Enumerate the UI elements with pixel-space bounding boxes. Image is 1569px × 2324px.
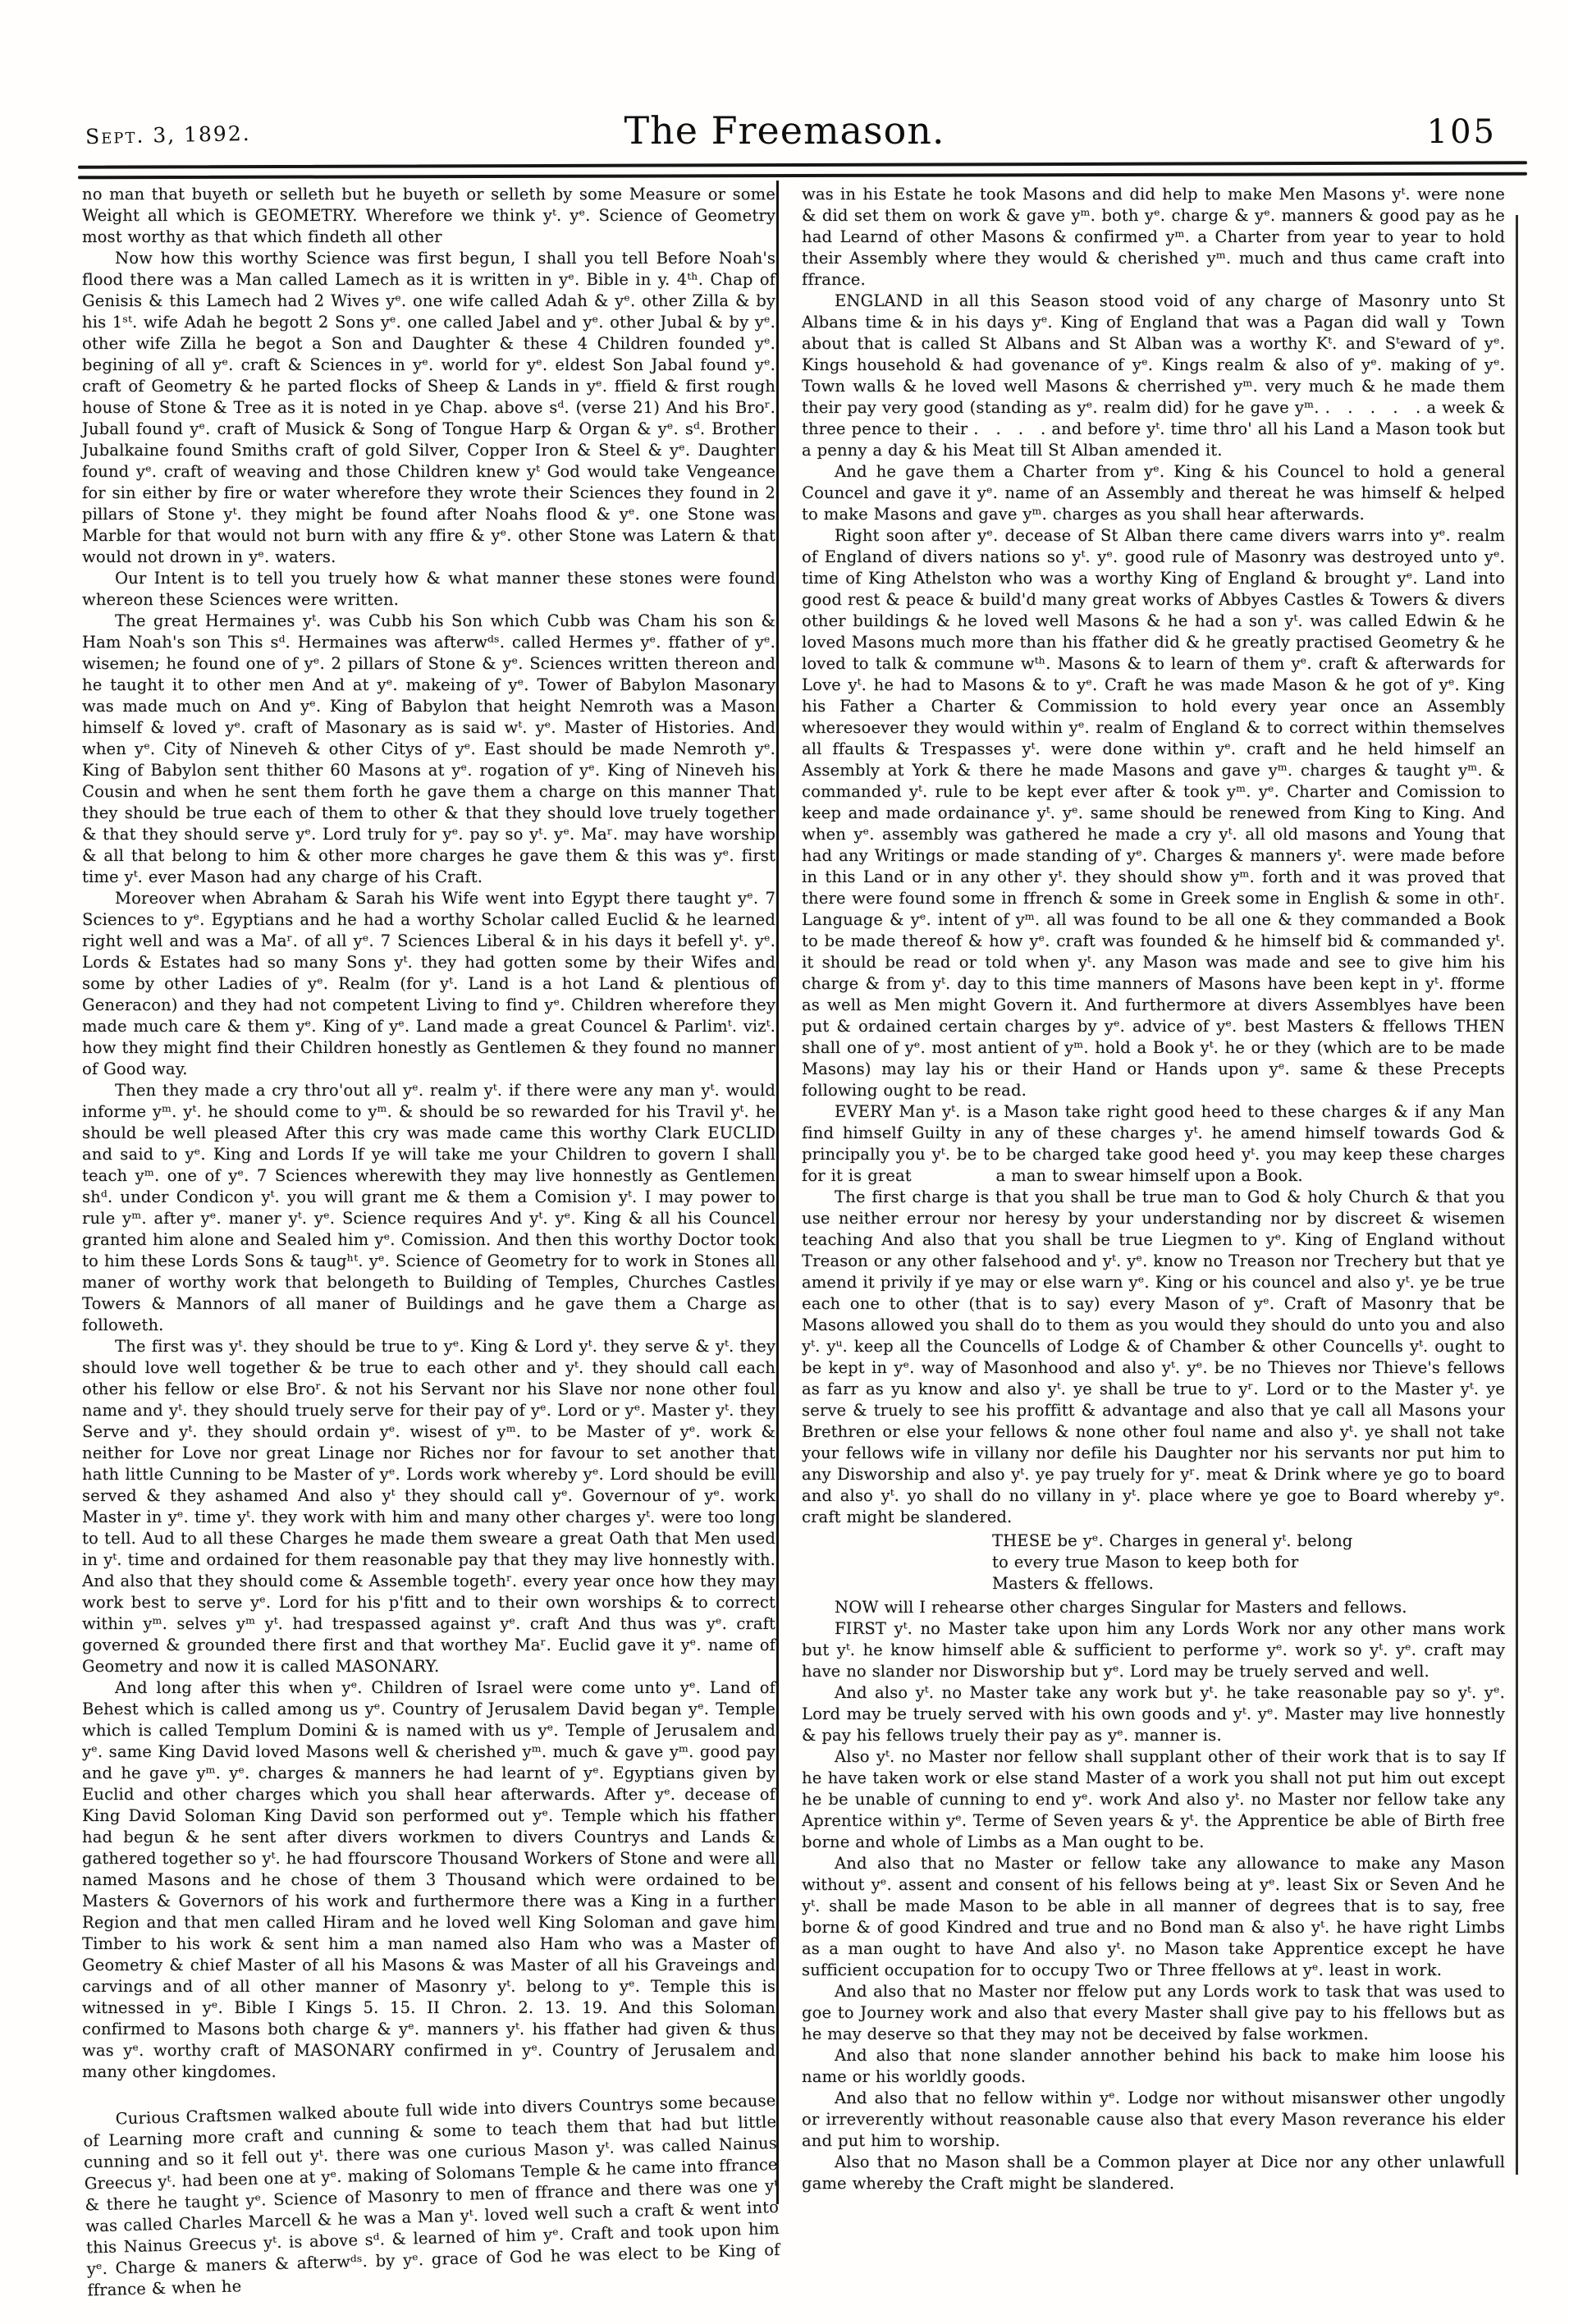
body-paragraph: Moreover when Abraham & Sarah his Wife went into Egypt there taught yᵉ. 7 Sciences to yᵉ. Egyptians and he had a worthy Scholar called Euclid & he learned right well and was a Maʳ. of all yᵉ. 7 Sciences Liberal & in his days it befell yᵗ. yᵉ. Lords & Estates had so many Sons yᵗ. they had gotten some by their Wifes and some by other Ladies of yᵉ. Realm (for yᵗ. Land is a hot Land & plentious of Generacon) and they had not competent Living to find yᵉ. Children wherefore they made much care & them yᵉ. King of yᵉ. Land made a great Councel & Parlimᵗ. vizᵗ. how they might find their Children honestly as Gentlemen & they found no manner of Good way. — [82, 889, 775, 1078]
body-paragraph: Then they made a cry thro'out all yᵉ. realm yᵗ. if there were any man yᵗ. would informe yᵐ. yᵗ. he should come to yᵐ. & should be so rewarded for his Travil yᵗ. he should be well pleased After this cry was made came this worthy Clark EUCLID and said to yᵉ. King and Lords If ye will take me your Children to govern I shall teach yᵐ. one of yᵉ. 7 Sciences wherewith they may live honnestly as Gentlemen shᵈ. under Condicon yᵗ. you will grant me & them a Comision yᵗ. I may power to rule yᵐ. after yᵉ. maner yᵗ. yᵉ. Science requires And yᵗ. yᵉ. King & all his Councel granted him alone and Sealed him yᵉ. Comission. And then this worthy Doctor took to him these Lords Sons & taugʰᵗ. yᵉ. Science of Geometry for to work in Stones all maner of worthy work that belongeth to Building of Temples, Churches Castles Towers & Mannors of all maner of Buildings and he gave them a Charge as followeth. — [82, 1081, 775, 1334]
body-paragraph: NOW will I rehearse other charges Singular for Masters and fellows. — [835, 1598, 1407, 1617]
body-paragraph: And also that no Master nor ffelow put any Lords work to task that was used to goe to Journey work and also that every Master shall give pay to his ffellows but as he may deserve so that they may not be deceived by false workmen. — [802, 1982, 1505, 2043]
body-paragraph: The first charge is that you shall be true man to God & holy Church & that you use neither errour nor heresy by your understanding nor by discreet & wisemen teaching And also that you shall be true Liegmen to yᵉ. King of England without Treason or any other falsehood and yᵗ. yᵉ. know no Treason nor Trechery but that ye amend it privily if ye may or else warn yᵉ. King or his councel and also yᵗ. ye be true each one to other (that is to say) every Mason of yᵉ. Craft of Masonry that be Masons allowed you shall do to them as you would they should do unto you and also yᵗ. yᵘ. keep all the Councells of Lodge & of Chamber & other Councells yᵗ. ought to be kept in yᵉ. way of Masonhood and also yᵗ. yᵉ. be no Thieves nor Thieve's fellows as farr as yu know and also yᵗ. ye shall be true to yʳ. Lord or to the Master yᵗ. ye serve & truely to see his proffitt & advantage and also that ye call all Masons your Brethren or else your fellows & none other foul name and also yᵗ. ye shall not take your fellows wife in villany nor defile his Daughter nor his servants nor put him to any Disworship and also yᵗ. ye pay truely for yʳ. meat & Drink where ye go to board and also yᵗ. yo shall do no villany in yᵗ. place where ye goe to Board whereby yᵉ. craft might be slandered. — [802, 1187, 1505, 1526]
body-paragraph: no man that buyeth or selleth but he buyeth or selleth by some Measure or some Weight all which is GEOMETRY. Wherefore we think yᵗ. yᵉ. Science of Geometry most worthy as that which findeth all other — [82, 185, 775, 246]
charges-heading-line: THESE be yᵉ. Charges in general yᵗ. belong — [992, 1531, 1353, 1550]
body-paragraph: Right soon after yᵉ. decease of St Alban there came divers warrs into yᵉ. realm of England of divers nations so yᵗ. yᵉ. good rule of Masonry was destroyed unto yᵉ. time of King Athelston who was a worthy King of England & brought yᵉ. Land into good rest & peace & build'd many great works of Abbyes Castles & Towers & divers other buildings & he loved well Masons & he had a son yᵗ. was called Edwin & he loved Masons much more than his ffather did & he greatly practised Geometry & he loved to talk & commune wᵗʰ. Masons & to learn of them yᵉ. craft & afterwards for Love yᵗ. he had to Masons & to yᵉ. Craft he was made Mason & he got of yᵉ. King his Father a Charter & Commission to hold every year once an Assembly wheresoever they would within yᵉ. realm of England & to correct within themselves all ffaults & Trespasses yᵗ. were done within yᵉ. craft and he held himself an Assembly at York & there he made Masons and gave yᵐ. charges & taught yᵐ. & commanded yᵗ. rule to be kept ever after & took yᵐ. yᵉ. Charter and Comission to keep and made ordainance yᵗ. yᵉ. same should be renewed from King to King. And when yᵉ. assembly was gathered he made a cry yᵗ. all old masons and Young that had any Writings or made standing of yᵉ. Charges & manners yᵗ. were made before in this Land or in any other yᵗ. they should show yᵐ. forth and it was proved that there were found some in ffrench & some in Greek some in English & some in othʳ. Language & yᵉ. intent of yᵐ. all was found to be all one & they commanded a Book to be made thereof & how yᵉ. craft was founded & he himself bid & commanded yᵗ. it should be read or told when yᵗ. any Mason was made and see to give him his charge & from yᵗ. day to this time manners of Masons have been kept in yᵗ. fforme as well as Men might Govern it. And furthermore at divers Assemblyes have been put & ordained certain charges by yᵉ. advice of yᵉ. best Masters & ffellows THEN shall one of yᵉ. most antient of yᵐ. hold a Book yᵗ. he or they (which are to be made Masons) may lay his or their Hand or Hands upon yᵉ. same & these Precepts following ought to be read. — [802, 526, 1505, 1100]
body-paragraph: And also that no fellow within yᵉ. Lodge nor without misanswer other ungodly or irreverently without reasonable cause also that every Mason reverance his elder and put him to worship. — [802, 2088, 1505, 2150]
body-paragraph: And also that none slander annother behind his back to make him loose his name or his worldly goods. — [802, 2046, 1505, 2086]
body-paragraph: Also yᵗ. no Master nor fellow shall supplant other of their work that is to say If he have taken work or else stand Master of a work you shall not put him out except he be unable of cunning to end yᵉ. work And also yᵗ. no Master nor fellow take any Aprentice within yᵉ. Terme of Seven years & yᵗ. the Apprentice be able of Birth free borne and whole of Limbs as a Man ought to be. — [802, 1747, 1505, 1851]
body-paragraph: The great Hermaines yᵗ. was Cubb his Son which Cubb was Cham his son & Ham Noah's son This sᵈ. Hermaines was afterwᵈˢ. called Hermes yᵉ. ffather of yᵉ. wisemen; he found one of yᵉ. 2 pillars of Stone & yᵉ. Sciences written thereon and he taught it to other men And at yᵉ. makeing of yᵉ. Tower of Babylon Masonary was made much on And yᵉ. King of Babylon that height Nemroth was a Mason himself & loved yᵉ. craft of Masonary as is said wᵗ. yᵉ. Master of Histories. And when yᵉ. City of Nineveh & other Citys of yᵉ. East should be made Nemroth yᵉ. King of Babylon sent thither 60 Masons at yᵉ. rogation of yᵉ. King of Nineveh his Cousin and when he sent them forth he gave them a charge on this manner That they should be true each of them to other & that they should love truely together & that they should serve yᵉ. Lord truly for yᵉ. pay so yᵗ. yᵉ. Maʳ. may have worship & all that belong to him & other more charges he gave them & this was yᵉ. first time yᵗ. ever Mason had any charge of his Craft. — [82, 611, 775, 886]
general-charges-heading — [992, 1530, 1505, 1594]
page-edge-rule — [1516, 215, 1518, 2175]
body-paragraph: Our Intent is to tell you truely how & what manner these stones were found whereon these Sciences were written. — [82, 569, 775, 609]
masthead-title: The Freemason. — [624, 108, 945, 153]
body-paragraph: And also that no Master or fellow take any allowance to make any Mason without yᵉ. assent and consent of his fellows being at yᵉ. least Six or Seven And he yᵗ. shall be made Mason to be able in all manner of degrees that is to say, free borne & of good Kindred and true and no Bond man & also yᵗ. he have right Limbs as a man ought to have And also yᵗ. no Mason take Apprentice except he have sufficient occupation for to occupy Two or Three ffellows at yᵉ. least in work. — [802, 1854, 1505, 1979]
charges-heading-line: Masters & ffellows. — [992, 1574, 1154, 1593]
body-paragraph-skewed: Curious Craftsmen walked aboute full wide into divers Countrys some because of Learning more craft and cunning & some to teach them that had but little cunning and so it fell out yᵗ. there was one curious Mason yᵗ. was called Nainus Greecus yᵗ. had been one at yᵉ. making of Solomans Temple & he came into ffrance & there he taught yᵉ. Science of Masonry to men of ffrance and there was one yᵗ was called Charles Marcell & he was a Man yᵗ. loved well such a craft & went into this Nainus Greecus yᵗ. is above sᵈ. & learned of him yᵉ. Craft and took upon him yᵉ. Charge & maners & afterwᵈˢ. by yᵉ. grace of God he was elect to be King of ffrance & when he — [83, 2090, 780, 2300]
body-paragraph: EVERY Man yᵗ. is a Mason take right good heed to these charges & if any Man find himself Guilty in any of these charges yᵗ. he amend himself towards God & principally you yᵗ. be to be charged take good heed yᵗ. you may keep these charges for it is great a man to swear himself upon a Book. — [802, 1102, 1505, 1185]
body-paragraph: And also yᵗ. no Master take any work but yᵗ. he take reasonable pay so yᵗ. yᵉ. Lord may be truely served with his own goods and yᵗ. yᵉ. Master may live honnestly & pay his fellows truely their pay as yᵉ. manner is. — [802, 1683, 1505, 1745]
right-column — [802, 184, 1505, 2194]
body-paragraph: was in his Estate he took Masons and did help to make Men Masons yᵗ. were none & did set them on work & gave yᵐ. both yᵉ. charge & yᵉ. manners & good pay as he had Learnd of other Masons & confirmed yᵐ. a Charter from year to year to hold their Assembly where they would & cherished yᵐ. much and thus came craft into ffrance. — [802, 185, 1505, 289]
charges-heading-line: to every true Mason to keep both for — [992, 1553, 1299, 1571]
issue-date: Sept. 3, 1892. — [85, 121, 251, 149]
column-divider-rule — [776, 181, 779, 2204]
body-paragraph: Also that no Mason shall be a Common player at Dice nor any other unlawfull game whereby the Craft might be slandered. — [802, 2152, 1505, 2193]
page-number: 105 — [1426, 113, 1497, 151]
body-paragraph: And he gave them a Charter from yᵉ. King & his Councel to hold a general Councel and gave it yᵉ. name of an Assembly and thereat he was himself & helped to make Masons and gave yᵐ. charges as you shall hear afterwards. — [802, 462, 1505, 524]
body-paragraph: FIRST yᵗ. no Master take upon him any Lords Work nor any other mans work but yᵗ. he know himself able & sufficient to performe yᵉ. work so yᵗ. yᵉ. craft may have no slander nor Disworship but yᵉ. Lord may be truely served and well. — [802, 1619, 1505, 1681]
body-paragraph: Now how this worthy Science was first begun, I shall you tell Before Noah's flood there was a Man called Lamech as it is written in yᵉ. Bible in y. 4ᵗʰ. Chap of Genisis & this Lamech had 2 Wives yᵉ. one wife called Adah & yᵉ. other Zilla & by his 1ˢᵗ. wife Adah he begott 2 Sons yᵉ. one called Jabel and yᵉ. other Jubal & by yᵉ. other wife Zilla he begot a Son and Daughter & these 4 Children founded yᵉ. begining of all yᵉ. craft & Sciences in yᵉ. world for yᵉ. eldest Son Jabal found yᵉ. craft of Geometry & he parted flocks of Sheep & Lands in yᵉ. ffield & first rough house of Stone & Tree as it is noted in ye Chap. above sᵈ. (verse 21) And his Broʳ. Juball found yᵉ. craft of Musick & Song of Tongue Harp & Organ & yᵉ. sᵈ. Brother Jubalkaine found Smiths craft of gold Silver, Copper Iron & Steel & yᵉ. Daughter found yᵉ. craft of weaving and those Children knew yᵗ God would take Vengeance for sin either by fire or water wherefore they wrote their Sciences they found in 2 pillars of Stone yᵗ. they might be found after Noahs flood & yᵉ. one Stone was Marble for that would not burn with any ffire & yᵉ. other Stone was Latern & that would not drown in yᵉ. waters. — [82, 249, 775, 566]
body-paragraph: The first was yᵗ. they should be true to yᵉ. King & Lord yᵗ. they serve & yᵗ. they should love well together & be true to each other and yᵗ. they should call each other his fellow or else Broʳ. & not his Servant nor his Slave nor none other foul name and yᵗ. they should truely serve for their pay of yᵉ. Lord or yᵉ. Master yᵗ. they Serve and yᵗ. they should ordain yᵉ. wisest of yᵐ. to be Master of yᵉ. work & neither for Love nor great Linage nor Riches nor for favour to set another that hath little Cunning to be Master of yᵉ. Lords work whereby yᵉ. Lord should be evill served & they ashamed And also yᵗ they should call yᵉ. Governour of yᵉ. work Master in yᵉ. time yᵗ. they work with him and many other charges yᵗ. were too long to tell. Aud to all these Charges he made them sweare a great Oath that Men used in yᵗ. time and ordained for them reasonable pay that they may live honnestly with. And also that they should come & Assemble togethʳ. every year once how they may work best to serve yᵉ. Lord for his p'fitt and to their own worships & to correct within yᵐ. selves yᵐ yᵗ. had trespassed against yᵉ. craft And thus was yᵉ. craft governed & grounded there first and that worthey Maʳ. Euclid gave it yᵉ. name of Geometry and now it is called MASONARY. — [82, 1337, 775, 1676]
body-paragraph: ENGLAND in all this Season stood void of any charge of Masonry unto St Albans time & in his days yᵉ. King of England that was a Pagan did wall y Town about that is called St Albans and St Alban was a worthy Kᵗ. and Sᵗeward of yᵉ. Kings household & had govenance of yᵉ. Kings realm & also of yᵉ. making of yᵉ. Town walls & he loved well Masons & cherrished yᵐ. very much & he made them their pay very good (standing as yᵉ. realm did) for he gave yᵐ. . . . . . a week & three pence to their . . . . and before yᵗ. time thro' all his Land a Mason took but a penny a day & his Meat till St Alban amended it. — [802, 291, 1505, 460]
left-column — [82, 184, 780, 2300]
body-paragraph: And long after this when yᵉ. Children of Israel were come unto yᵉ. Land of Behest which is called among us yᵉ. Country of Jerusalem David began yᵉ. Temple which is called Templum Domini & is named with us yᵉ. Temple of Jerusalem and yᵉ. same King David loved Masons well & cherished yᵐ. much & gave yᵐ. good pay and he gave yᵐ. yᵉ. charges & manners he had learnt of yᵉ. Egyptians given by Euclid and other charges which you shall hear afterwards. After yᵉ. decease of King David Soloman King David son performed out yᵉ. Temple which his ffather had begun & he sent after divers workmen to divers Countrys and Lands & gathered together so yᵗ. he had ffourscore Thousand Workers of Stone and were all named Masons and he chose of them 3 Thousand which were ordained to be Masters & Governors of his work and furthermore there was a King in a further Region and that men called Hiram and he loved well King Soloman and gave him Timber to his work & sent him a man named also Ham who was a Master of Geometry & chief Master of all his Masons & was Master of all his Graveings and carvings and of all other manner of Masonry yᵗ. belong to yᵉ. Temple this is witnessed in yᵉ. Bible I Kings 5. 15. II Chron. 2. 13. 19. And this Soloman confirmed to Masons both charge & yᵉ. manners yᵗ. his ffather had given & thus was yᵉ. worthy craft of MASONARY confirmed in yᵉ. Country of Jerusalem and many other kingdomes. — [82, 1678, 775, 2081]
